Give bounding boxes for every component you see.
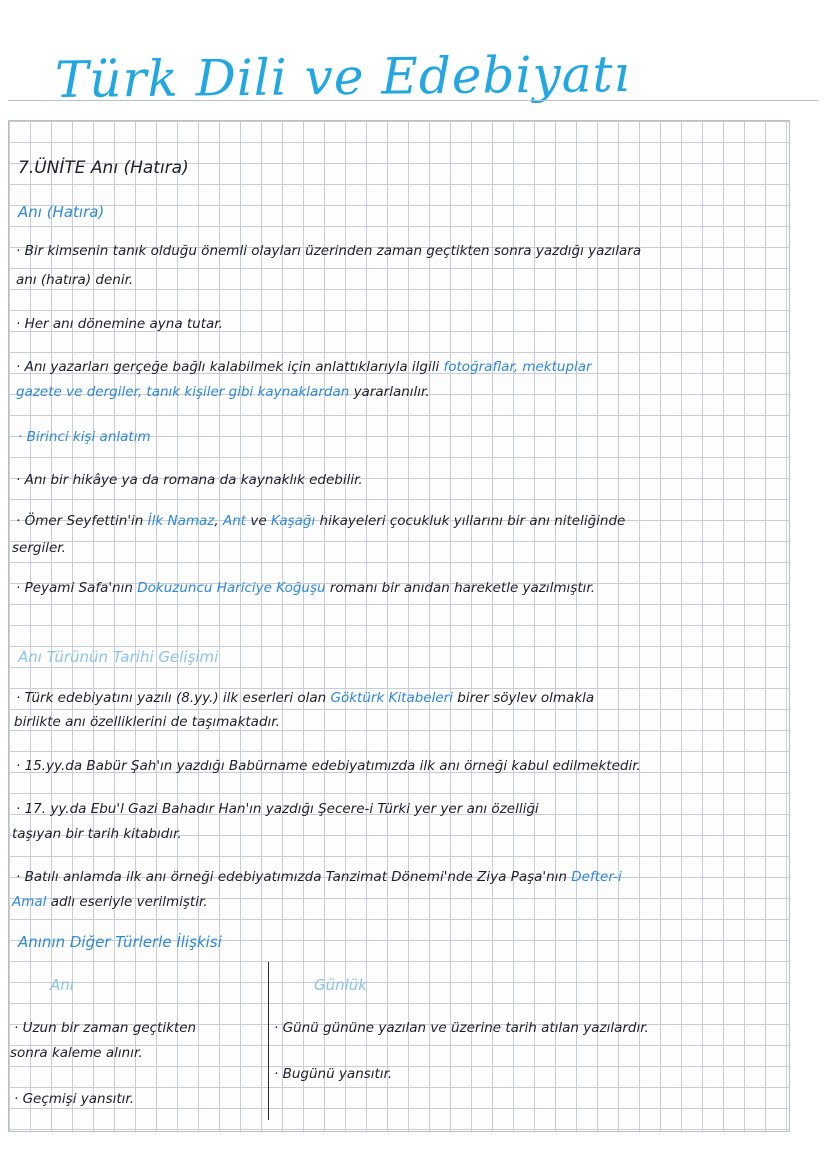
column-heading-ani: Anı (50, 976, 74, 994)
note-line: · Bugünü yansıtır. (274, 1066, 393, 1082)
note-text: yararlanılır. (349, 384, 430, 400)
note-text: ve (246, 513, 271, 529)
note-text: , (214, 513, 223, 529)
column-divider (268, 962, 269, 1120)
highlighted-term: İlk Namaz (147, 513, 215, 529)
highlighted-term: Ant (222, 513, 247, 529)
note-line (12, 894, 208, 910)
note-line: · Uzun bir zaman geçtikten (14, 1020, 197, 1036)
note-text: · Batılı anlamda ilk anı örneği edebiyatımızda Tanzimat Dönemi'nde Ziya Paşa'nın (16, 869, 572, 885)
note-line: sonra kaleme alınır. (10, 1045, 143, 1061)
note-line: · 15.yy.da Babür Şah'ın yazdığı Babürname edebiyatımızda ilk anı örneği kabul edilmektedir. (16, 758, 641, 774)
note-line: anı (hatıra) denir. (16, 272, 134, 288)
note-line: · Bir kimsenin tanık olduğu önemli olayları üzerinden zaman geçtikten sonra yazdığı yazılara (16, 243, 642, 259)
highlighted-term: fotoğraflar, mektuplar (443, 359, 592, 375)
note-text: romanı bir anıdan hareketle yazılmıştır. (325, 580, 595, 596)
note-text: birer söylev olmakla (452, 690, 595, 706)
note-line: sergiler. (12, 540, 66, 556)
note-text: adlı eseriyle verilmiştir. (46, 894, 208, 910)
note-line (16, 513, 625, 529)
note-text: · Ömer Seyfettin'in (16, 513, 148, 529)
highlighted-term: Dokuzuncu Hariciye Koğuşu (137, 580, 326, 596)
note-line (16, 384, 430, 400)
note-text: · Peyami Safa'nın (16, 580, 138, 596)
note-line (16, 580, 595, 596)
note-line: · Günü gününe yazılan ve üzerine tarih atılan yazılardır. (274, 1020, 649, 1036)
note-line: · Birinci kişi anlatım (18, 429, 151, 445)
title-rule (8, 100, 818, 101)
section-heading-ani: Anı (Hatıra) (18, 203, 105, 221)
note-line: · Geçmişi yansıtır. (14, 1091, 134, 1107)
note-line (16, 690, 594, 706)
note-text: hikayeleri çocukluk yıllarını bir anı niteliğinde (315, 513, 626, 529)
note-line: · 17. yy.da Ebu'l Gazi Bahadır Han'ın yazdığı Şecere-i Türki yer yer anı özelliği (16, 801, 539, 817)
note-line: taşıyan bir tarih kitabıdır. (12, 826, 182, 842)
note-text: · Anı yazarları gerçeğe bağlı kalabilmek için anlattıklarıyla ilgili (16, 359, 444, 375)
page-title: Türk Dili ve Edebiyatı (54, 44, 631, 110)
highlighted-term: Kaşağı (270, 513, 316, 529)
section-heading-history: Anı Türünün Tarihi Gelişimi (18, 648, 219, 666)
highlighted-term: Göktürk Kitabeleri (330, 690, 453, 706)
column-heading-gunluk: Günlük (314, 976, 367, 994)
highlighted-term: Defter-i (571, 869, 622, 885)
note-text: · Türk edebiyatını yazılı (8.yy.) ilk eserleri olan (16, 690, 331, 706)
note-line: · Anı bir hikâye ya da romana da kaynaklık edebilir. (16, 472, 363, 488)
highlighted-term: gazete ve dergiler, tanık kişiler gibi kaynaklardan (16, 384, 350, 400)
note-line: · Her anı dönemine ayna tutar. (16, 316, 223, 332)
note-line (16, 869, 622, 885)
note-line (16, 359, 592, 375)
note-line: birlikte anı özelliklerini de taşımaktadır. (14, 714, 280, 730)
highlighted-term: Amal (12, 894, 47, 910)
unit-heading: 7.ÜNİTE Anı (Hatıra) (18, 158, 189, 178)
section-heading-relations: Anının Diğer Türlerle İlişkisi (18, 933, 222, 951)
